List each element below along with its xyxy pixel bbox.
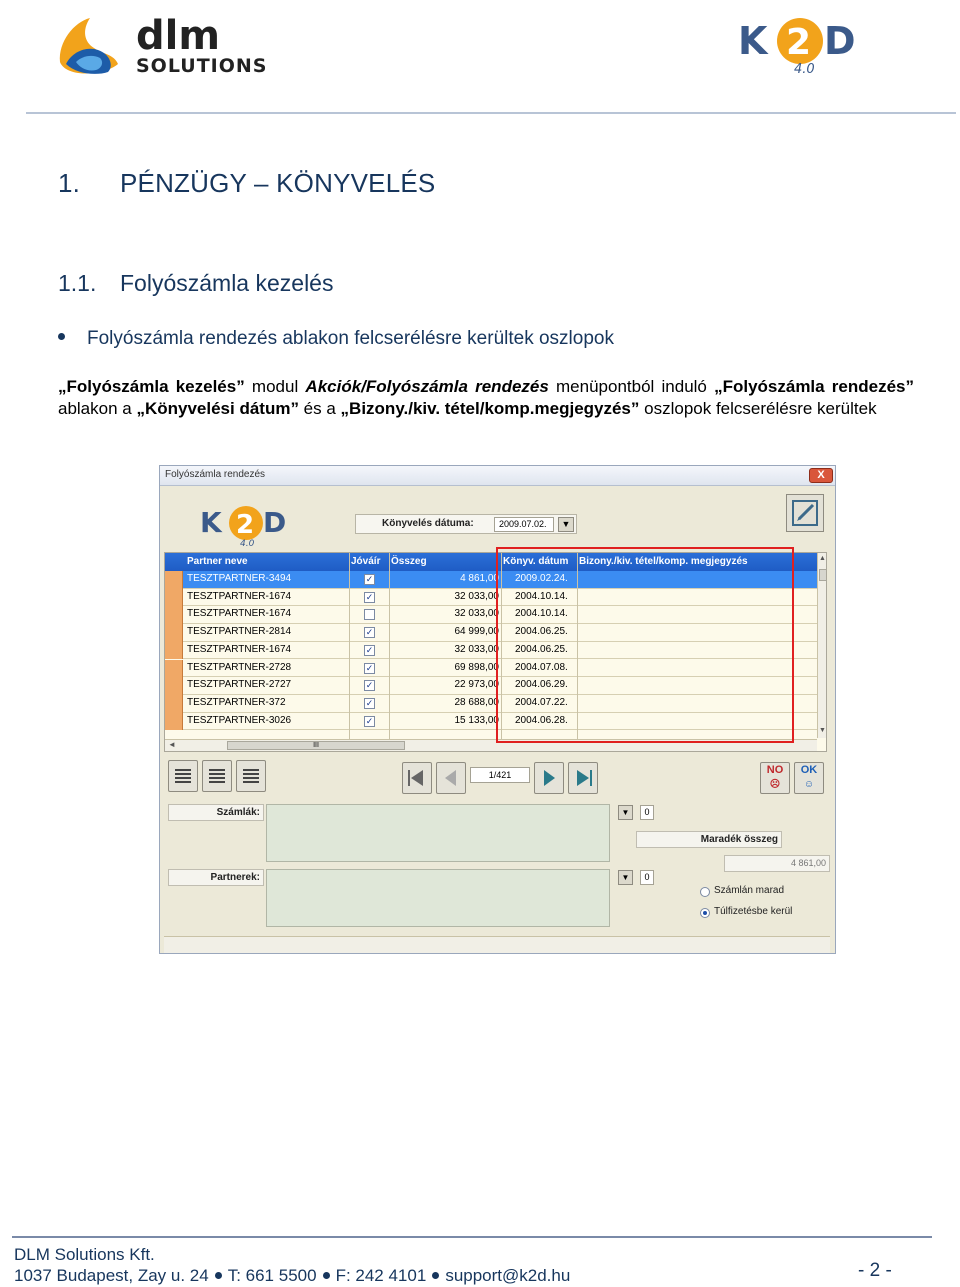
col-header-amount[interactable]: Összeg <box>391 556 427 567</box>
heading-1 <box>58 168 435 199</box>
svg-text:2: 2 <box>236 510 255 540</box>
list-filter-icon <box>175 769 191 771</box>
footer-address: 1037 Budapest, Zay u. 24 <box>14 1266 209 1285</box>
partner-cell: TESZTPARTNER-2814 <box>187 626 292 638</box>
para-text-1: modul <box>244 377 306 396</box>
szamlak-area[interactable] <box>266 804 610 862</box>
col-divider <box>389 553 390 752</box>
separator-dot-icon <box>432 1272 439 1279</box>
separator-dot-icon <box>215 1272 222 1279</box>
credit-checkbox[interactable]: ✓ <box>365 644 374 655</box>
svg-text:D: D <box>824 19 856 63</box>
first-page-icon <box>403 763 431 793</box>
booking-date-box <box>355 514 577 534</box>
heading-1-number: 1. <box>58 168 81 198</box>
body-paragraph <box>58 376 914 420</box>
window-titlebar <box>160 466 836 486</box>
footer-phone: T: 661 5500 <box>227 1266 317 1285</box>
ok-button[interactable] <box>794 762 824 794</box>
para-text-5: oszlopok felcserélésre kerültek <box>639 399 877 418</box>
bullet-item <box>58 328 614 350</box>
vertical-scroll-thumb[interactable] <box>819 569 827 581</box>
list-detail-icon <box>243 769 259 771</box>
para-module-name: „Folyószámla kezelés” <box>58 377 245 396</box>
para-column-2: „Bizony./kiv. tétel/komp.megjegyzés” <box>340 399 640 418</box>
amount-cell: 69 898,00 <box>454 661 499 673</box>
heading-2-number: 1.1. <box>58 270 97 296</box>
prev-page-icon <box>437 763 465 793</box>
row-marker <box>165 713 183 731</box>
amount-cell: 64 999,00 <box>454 626 499 638</box>
k2d-logo <box>738 4 862 76</box>
booking-date-field[interactable]: 2009.07.02. <box>494 517 554 532</box>
svg-text:4.0: 4.0 <box>240 539 255 548</box>
amount-cell: 28 688,00 <box>454 696 499 708</box>
credit-checkbox[interactable]: ✓ <box>365 697 374 708</box>
scroll-up-icon[interactable]: ▲ <box>819 555 826 562</box>
para-text-2: menüpontból induló <box>548 377 715 396</box>
vertical-scrollbar[interactable] <box>817 553 827 738</box>
col-header-document-note[interactable]: Bizony./kiv. tétel/komp. megjegyzés <box>579 556 748 567</box>
col-header-credit[interactable]: Jóváír <box>351 556 381 567</box>
folyoszamla-rendezes-window <box>159 465 836 954</box>
booking-date-cell: 2004.06.29. <box>515 679 568 691</box>
partnerek-count: 0 <box>640 870 654 885</box>
window-title: Folyószámla rendezés <box>165 469 266 480</box>
booking-date-cell: 2004.07.08. <box>515 661 568 673</box>
scroll-down-icon[interactable]: ▼ <box>819 727 826 734</box>
para-column-1: „Könyvelési dátum” <box>136 399 299 418</box>
credit-checkbox[interactable]: ✓ <box>365 715 374 726</box>
header-divider <box>26 112 956 114</box>
first-page-button[interactable] <box>402 762 432 794</box>
partnerek-dropdown-icon[interactable]: ▼ <box>618 870 633 885</box>
heading-1-text: PÉNZÜGY – KÖNYVELÉS <box>120 168 436 198</box>
booking-date-cell: 2004.10.14. <box>515 608 568 620</box>
partner-cell: TESZTPARTNER-3494 <box>187 573 292 584</box>
horizontal-scroll-thumb[interactable]: III <box>227 741 405 750</box>
para-menu-path: Akciók/Folyószámla rendezés <box>305 377 549 396</box>
close-button[interactable]: X <box>809 468 833 483</box>
col-header-booking-date[interactable]: Könyv. dátum <box>503 556 569 567</box>
booking-date-cell: 2009.02.24. <box>515 573 568 584</box>
partner-cell: TESZTPARTNER-2727 <box>187 679 292 691</box>
credit-checkbox[interactable]: ✓ <box>365 662 374 673</box>
booking-date-cell: 2004.06.25. <box>515 626 568 638</box>
edit-icon <box>787 495 823 531</box>
last-page-button[interactable] <box>568 762 598 794</box>
para-window-name: „Folyószámla rendezés” <box>714 377 915 396</box>
credit-checkbox[interactable]: ✓ <box>365 574 374 584</box>
heading-2 <box>58 270 333 297</box>
page-number: - 2 - <box>858 1260 892 1281</box>
partner-cell: TESZTPARTNER-1674 <box>187 643 292 655</box>
szamlak-label: Számlák: <box>168 804 264 821</box>
credit-checkbox[interactable] <box>364 609 375 620</box>
amount-cell: 15 133,00 <box>454 714 499 726</box>
list-view-button[interactable] <box>202 760 232 792</box>
szamlak-dropdown-icon[interactable]: ▼ <box>618 805 633 820</box>
svg-text:4.0: 4.0 <box>794 62 815 76</box>
last-page-icon <box>569 763 597 793</box>
row-marker <box>165 695 183 713</box>
page-indicator: 1/421 <box>470 767 530 783</box>
credit-checkbox[interactable]: ✓ <box>365 591 374 602</box>
amount-cell: 32 033,00 <box>454 590 499 602</box>
row-marker <box>165 677 183 695</box>
radio-szamlan-marad[interactable] <box>700 887 710 897</box>
footer-company: DLM Solutions Kft. <box>14 1245 155 1264</box>
next-page-button[interactable] <box>534 762 564 794</box>
radio-tulfizetes[interactable] <box>700 908 710 918</box>
no-label: NO <box>766 764 784 776</box>
sad-face-icon: ☹ <box>769 779 781 790</box>
date-dropdown-icon[interactable]: ▼ <box>558 517 574 532</box>
partner-cell: TESZTPARTNER-1674 <box>187 590 292 602</box>
footer-email[interactable]: support@k2d.hu <box>445 1266 571 1285</box>
partner-cell: TESZTPARTNER-3026 <box>187 714 292 726</box>
list-view-icon <box>209 769 225 771</box>
heading-2-text: Folyószámla kezelés <box>120 270 334 296</box>
partner-cell: TESZTPARTNER-1674 <box>187 608 292 620</box>
credit-checkbox[interactable]: ✓ <box>365 627 374 638</box>
amount-cell: 32 033,00 <box>454 608 499 620</box>
svg-text:K: K <box>738 19 768 63</box>
col-divider <box>349 553 350 752</box>
row-marker <box>165 624 183 642</box>
credit-checkbox[interactable]: ✓ <box>365 680 374 691</box>
bullet-text: Folyószámla rendezés ablakon felcserélésre kerültek oszlopok <box>87 328 614 349</box>
row-marker <box>165 571 183 589</box>
svg-text:dlm: dlm <box>136 13 221 59</box>
amount-cell: 4 861,00 <box>460 573 499 584</box>
col-header-partner[interactable]: Partner neve <box>187 556 248 567</box>
next-page-icon <box>535 763 563 793</box>
separator-dot-icon <box>323 1272 330 1279</box>
highlight-frame <box>496 547 794 743</box>
footer-divider <box>12 1236 932 1238</box>
footer-fax: F: 242 4101 <box>335 1266 427 1285</box>
list-filter-button[interactable] <box>168 760 198 792</box>
booking-date-cell: 2004.10.14. <box>515 590 568 602</box>
dlm-solutions-logo <box>56 12 296 78</box>
para-text-3: ablakon a <box>58 399 137 418</box>
amount-cell: 32 033,00 <box>454 643 499 655</box>
svg-text:2: 2 <box>786 22 812 63</box>
partner-cell: TESZTPARTNER-2728 <box>187 661 292 673</box>
window-status-bar <box>164 936 830 954</box>
edit-button[interactable] <box>786 494 824 532</box>
booking-date-label: Könyvelés dátuma: <box>382 518 474 529</box>
svg-text:SOLUTIONS: SOLUTIONS <box>136 55 268 77</box>
amount-cell: 22 973,00 <box>454 679 499 691</box>
k2d-window-logo <box>200 496 292 548</box>
footer-contact <box>14 1266 570 1286</box>
para-text-4: és a <box>298 399 341 418</box>
booking-date-cell: 2004.06.25. <box>515 643 568 655</box>
svg-text:D: D <box>263 506 287 539</box>
radio-szamlan-marad-label[interactable]: Számlán marad <box>714 885 785 896</box>
partner-cell: TESZTPARTNER-372 <box>187 696 286 708</box>
partnerek-area[interactable] <box>266 869 610 927</box>
radio-tulfizetes-label[interactable]: Túlfizetésbe kerül <box>714 906 793 917</box>
remaining-label: Maradék összeg <box>636 831 782 848</box>
row-marker <box>165 660 183 678</box>
szamlak-count: 0 <box>640 805 654 820</box>
scroll-left-icon[interactable]: ◄ <box>168 740 176 749</box>
ok-label: OK <box>800 764 818 776</box>
remaining-value: 4 861,00 <box>724 855 830 872</box>
svg-text:K: K <box>200 506 222 539</box>
booking-date-cell: 2004.06.28. <box>515 714 568 726</box>
booking-date-cell: 2004.07.22. <box>515 696 568 708</box>
row-marker <box>165 589 183 607</box>
happy-face-icon: ☺ <box>803 779 815 790</box>
partnerek-label: Partnerek: <box>168 869 264 886</box>
list-detail-button[interactable] <box>236 760 266 792</box>
no-button[interactable] <box>760 762 790 794</box>
bullet-dot-icon <box>58 333 65 340</box>
row-marker <box>165 606 183 624</box>
row-marker <box>165 642 183 660</box>
prev-page-button[interactable] <box>436 762 466 794</box>
